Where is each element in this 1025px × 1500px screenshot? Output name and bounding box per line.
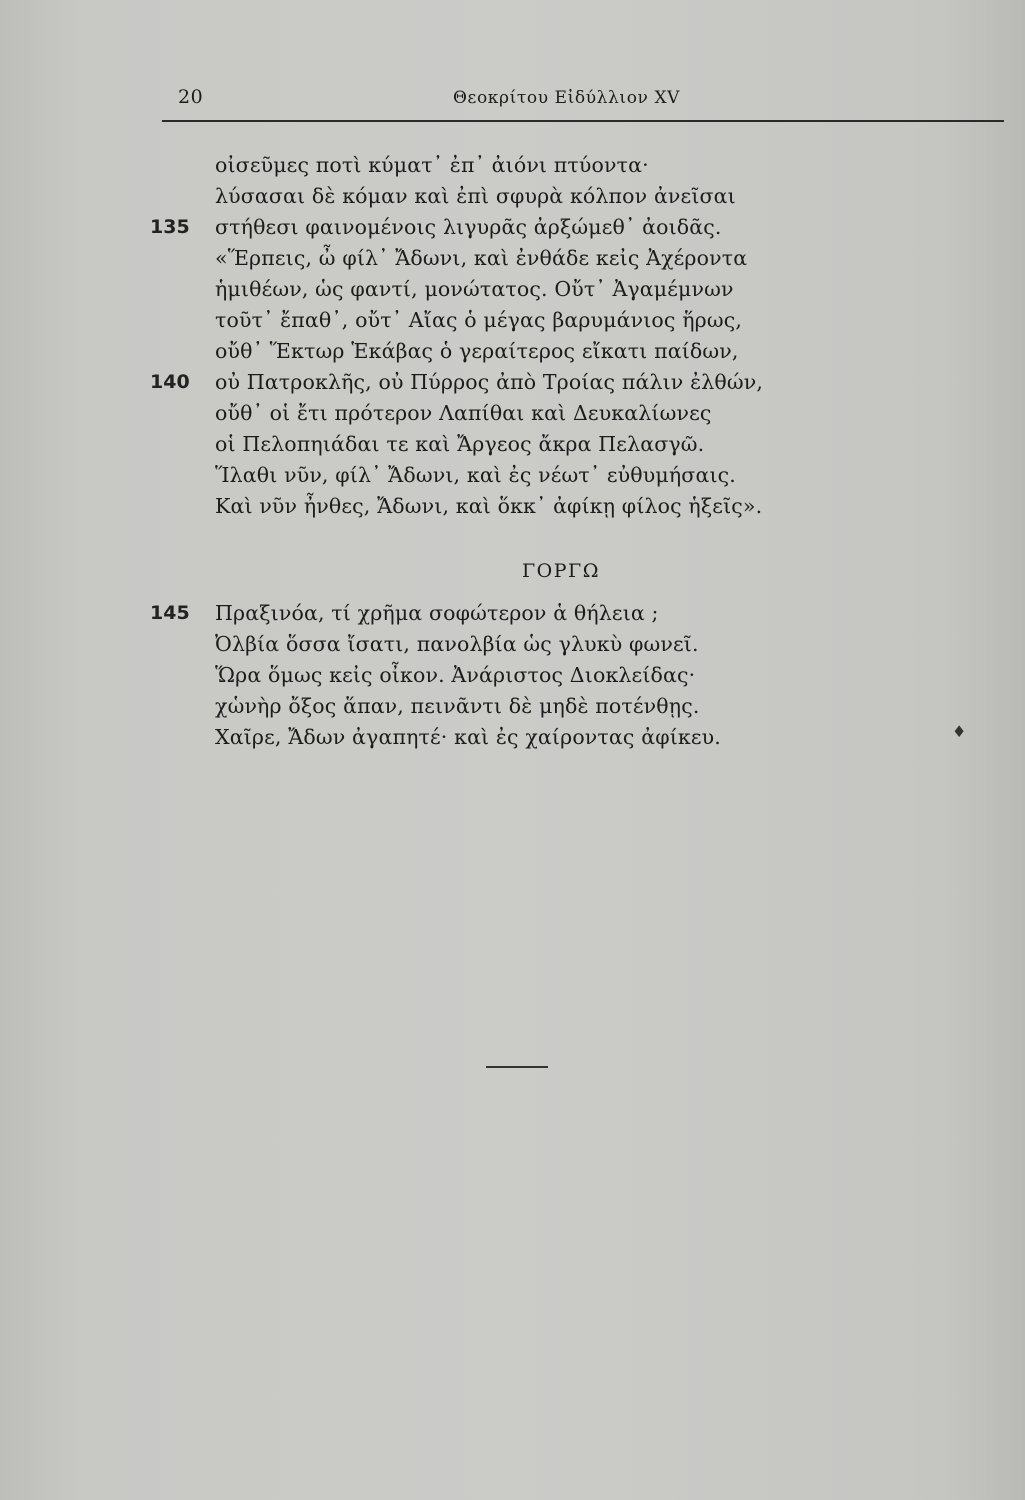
- verse-text: ἡμιθέων, ὡς φαντί, μονώτατος. Οὔτ᾽ Ἀγαμέμνων: [215, 277, 734, 301]
- verse-text: οὔθ᾽ Ἕκτωρ Ἑκάβας ὁ γεραίτερος εἴκατι παίδων,: [215, 339, 739, 363]
- verse-line: [150, 722, 850, 753]
- verse-text: χὡνὴρ ὄξος ἅπαν, πεινᾶντι δὲ μηδὲ ποτένθῃς.: [215, 694, 700, 718]
- verse-line: [150, 429, 850, 460]
- verse-line: [150, 212, 850, 243]
- verse-text: Ἵλαθι νῦν, φίλ᾽ Ἄδωνι, καὶ ἐς νέωτ᾽ εὐθυμήσαις.: [215, 463, 736, 487]
- verse-line: [150, 181, 850, 212]
- speaker-heading: ΓΟΡΓΩ: [522, 560, 600, 582]
- verse-text: οἰσεῦμες ποτὶ κύματ᾽ ἐπ᾽ ἀιόνι πτύοντα·: [215, 153, 649, 177]
- verse-text: Χαῖρε, Ἄδων ἀγαπητέ· καὶ ἐς χαίροντας ἀφίκευ.: [215, 725, 721, 749]
- header-rule: [162, 120, 1004, 122]
- verse-line: [150, 367, 850, 398]
- verse-block-a: [150, 150, 850, 522]
- verse-line: [150, 691, 850, 722]
- verse-text: Πραξινόα, τί χρῆμα σοφώτερον ἁ θήλεια ;: [215, 601, 659, 625]
- running-head: Θεοκρίτου Εἰδύλλιον ΧV: [453, 88, 681, 108]
- verse-line: [150, 460, 850, 491]
- verse-block-b: [150, 598, 850, 753]
- verse-line: [150, 243, 850, 274]
- verse-text: οἱ Πελοπηιάδαι τε καὶ Ἄργεος ἄκρα Πελασγῶ.: [215, 432, 705, 456]
- verse-text: Καὶ νῦν ἦνθες, Ἄδωνι, καὶ ὅκκ᾽ ἀφίκῃ φίλος ἡξεῖς».: [215, 494, 763, 518]
- page-number: 20: [178, 86, 204, 108]
- verse-line: [150, 305, 850, 336]
- verse-line: [150, 629, 850, 660]
- line-number: 145: [150, 602, 190, 624]
- verse-line: [150, 336, 850, 367]
- line-number: 140: [150, 371, 190, 393]
- verse-line: [150, 150, 850, 181]
- verse-line: [150, 274, 850, 305]
- verse-text: λύσασαι δὲ κόμαν καὶ ἐπὶ σφυρὰ κόλπον ἀνεῖσαι: [215, 184, 736, 208]
- verse-line: [150, 398, 850, 429]
- verse-line: [150, 660, 850, 691]
- verse-text: στήθεσι φαινομένοις λιγυρᾶς ἀρξώμεθ᾽ ἀοιδᾶς.: [215, 215, 722, 239]
- verse-text: Ὥρα ὅμως κεἰς οἶκον. Ἀνάριστος Διοκλείδας·: [215, 663, 696, 687]
- verse-line: [150, 491, 850, 522]
- margin-mark: ♦: [952, 722, 967, 741]
- line-number: 135: [150, 216, 190, 238]
- verse-text: «Ἕρπεις, ὦ φίλ᾽ Ἄδωνι, καὶ ἐνθάδε κεἰς Ἀχέροντα: [215, 246, 748, 270]
- verse-text: οὐ Πατροκλῆς, οὐ Πύρρος ἀπὸ Τροίας πάλιν ἐλθών,: [215, 370, 764, 394]
- verse-line: [150, 598, 850, 629]
- verse-text: οὔθ᾽ οἱ ἔτι πρότερον Λαπίθαι καὶ Δευκαλίωνες: [215, 401, 712, 425]
- end-rule: [486, 1066, 548, 1068]
- verse-text: τοῦτ᾽ ἔπαθ᾽, οὔτ᾽ Αἴας ὁ μέγας βαρυμάνιος ἥρως,: [215, 308, 742, 332]
- verse-text: Ὀλβία ὅσσα ἴσατι, πανολβία ὡς γλυκὺ φωνεῖ.: [215, 632, 699, 656]
- page-header: [168, 86, 1008, 116]
